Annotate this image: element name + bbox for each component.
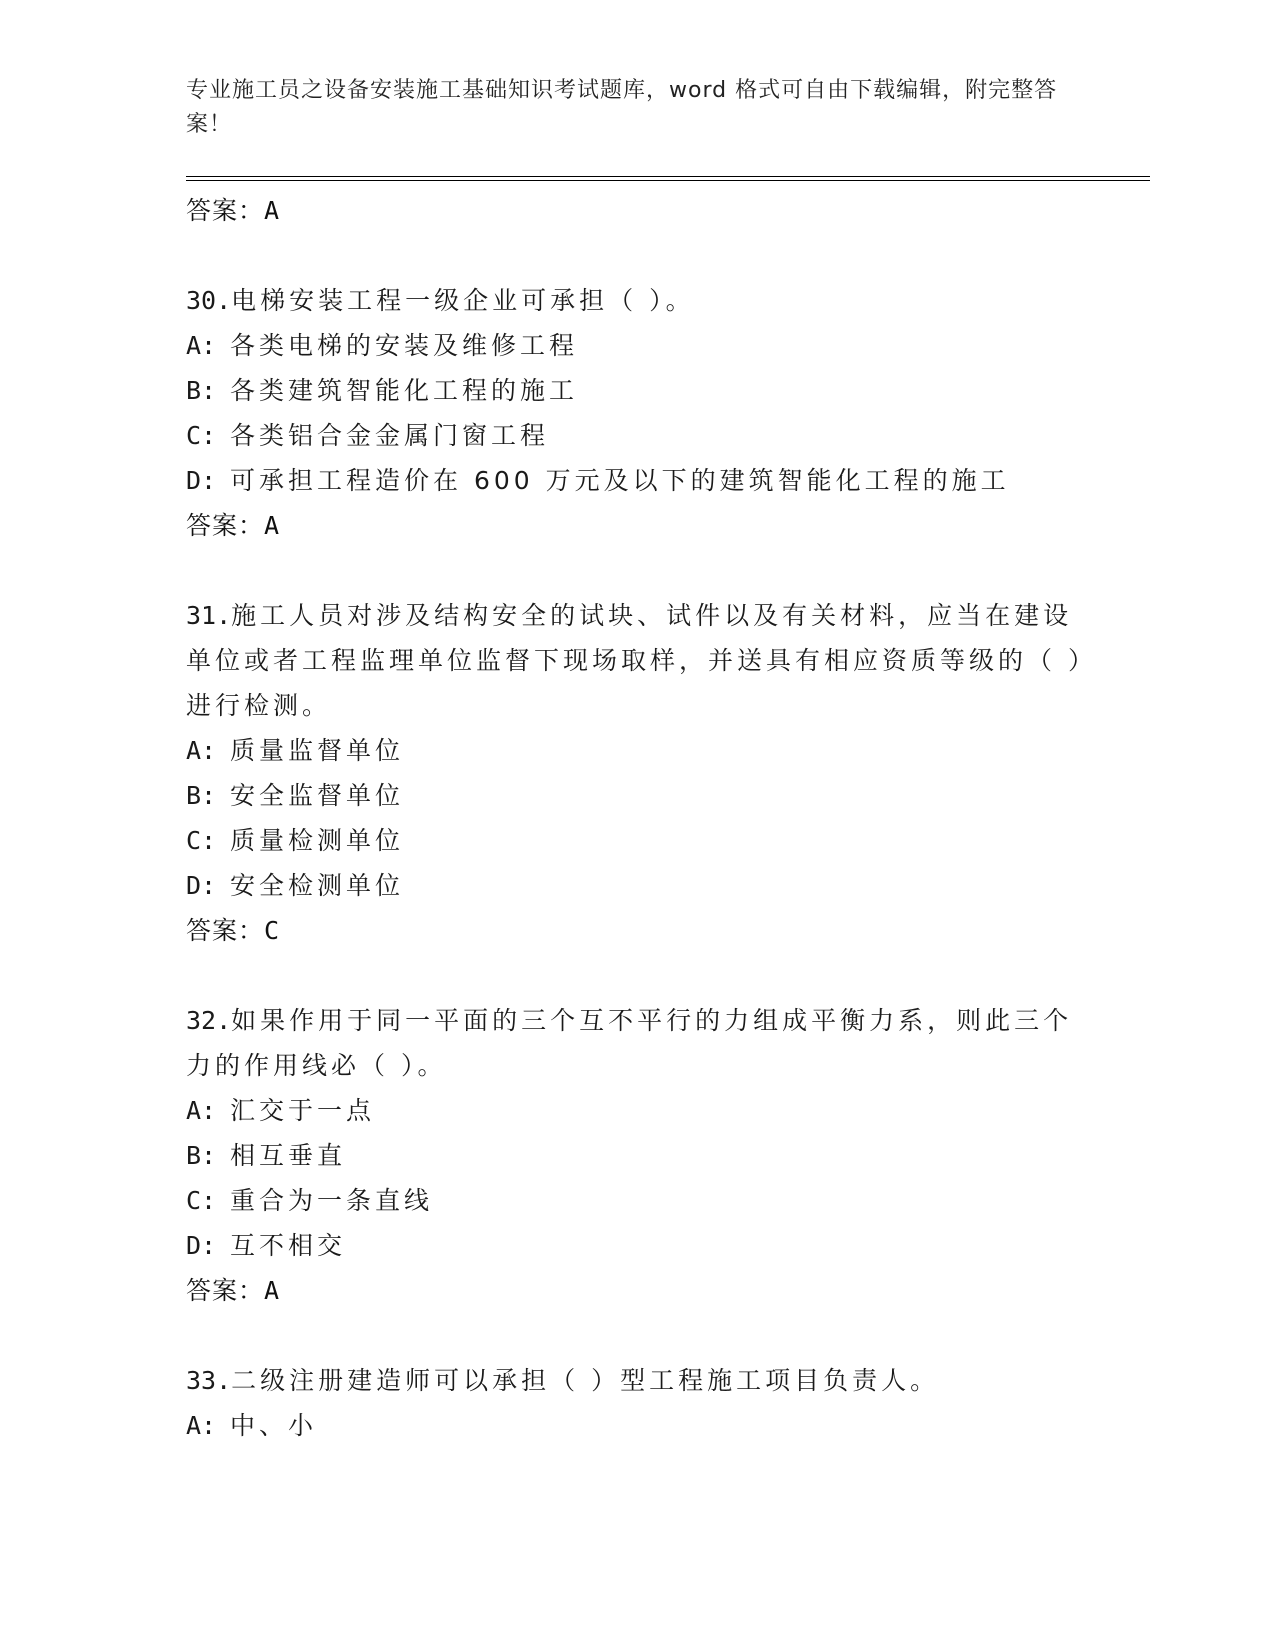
option-key: A: (186, 331, 217, 360)
answer (186, 1268, 1086, 1313)
option-key: D: (186, 871, 217, 900)
option-key: B: (186, 376, 217, 405)
option-key: C: (186, 1186, 217, 1215)
option-d (186, 863, 1086, 908)
option-text: 质量监督单位 (230, 736, 405, 765)
question-33 (186, 1358, 1086, 1448)
option-a (186, 1403, 1086, 1448)
option-a (186, 728, 1086, 773)
question-number: 30. (186, 286, 232, 315)
option-c (186, 818, 1086, 863)
option-text: 安全监督单位 (230, 781, 405, 810)
option-c (186, 413, 1086, 458)
option-text: 可承担工程造价在 600 万元及以下的建筑智能化工程的施工 (230, 466, 1010, 495)
question-stem (186, 1358, 1086, 1403)
option-key: A: (186, 736, 217, 765)
answer-value: A (264, 511, 281, 540)
option-key: B: (186, 781, 217, 810)
question-text: 电梯安装工程一级企业可承担（ ）。 (231, 286, 695, 315)
option-a (186, 1088, 1086, 1133)
option-text: 各类电梯的安装及维修工程 (230, 331, 579, 360)
question-text: 如果作用于同一平面的三个互不平行的力组成平衡力系，则此三个力的作用线必（ ）。 (186, 1006, 1073, 1080)
option-key: A: (186, 1411, 217, 1440)
option-text: 汇交于一点 (230, 1096, 376, 1125)
question-number: 33. (186, 1366, 232, 1395)
option-text: 相互垂直 (230, 1141, 347, 1170)
option-text: 各类建筑智能化工程的施工 (230, 376, 579, 405)
page-header: 专业施工员之设备安装施工基础知识考试题库，word 格式可自由下载编辑，附完整答案！ (186, 78, 1058, 137)
answer-label: 答案： (186, 511, 265, 540)
question-stem (186, 593, 1086, 728)
option-text: 重合为一条直线 (230, 1186, 434, 1215)
question-number: 31. (186, 601, 232, 630)
answer (186, 503, 1086, 548)
option-d (186, 458, 1086, 503)
question-text: 施工人员对涉及结构安全的试块、试件以及有关材料，应当在建设单位或者工程监理单位监督下现场取样，并送具有相应资质等级的（ ）进行检测。 (186, 601, 1085, 720)
option-a (186, 323, 1086, 368)
question-text: 二级注册建造师可以承担（ ）型工程施工项目负责人。 (231, 1366, 940, 1395)
answer (186, 908, 1086, 953)
option-key: C: (186, 826, 217, 855)
question-stem (186, 278, 1086, 323)
question-list (186, 188, 1086, 1448)
option-key: A: (186, 1096, 217, 1125)
answer-value: C (264, 916, 281, 945)
option-text: 质量检测单位 (230, 826, 405, 855)
option-text: 中、小 (230, 1411, 318, 1440)
answer-value: A (264, 1276, 281, 1305)
answer-label: 答案： (186, 196, 265, 225)
question-30 (186, 278, 1086, 548)
option-key: D: (186, 466, 217, 495)
option-text: 互不相交 (230, 1231, 347, 1260)
previous-answer (186, 188, 1086, 233)
option-b (186, 1133, 1086, 1178)
answer-label: 答案： (186, 1276, 265, 1305)
question-31 (186, 593, 1086, 953)
option-key: C: (186, 421, 217, 450)
question-32 (186, 998, 1086, 1313)
option-text: 安全检测单位 (230, 871, 405, 900)
option-b (186, 368, 1086, 413)
option-b (186, 773, 1086, 818)
question-number: 32. (186, 1006, 232, 1035)
option-c (186, 1178, 1086, 1223)
question-stem (186, 998, 1086, 1088)
header-divider (186, 176, 1150, 181)
option-d (186, 1223, 1086, 1268)
option-key: B: (186, 1141, 217, 1170)
answer-value: A (264, 196, 281, 225)
answer-label: 答案： (186, 916, 265, 945)
option-key: D: (186, 1231, 217, 1260)
option-text: 各类铝合金金属门窗工程 (230, 421, 550, 450)
